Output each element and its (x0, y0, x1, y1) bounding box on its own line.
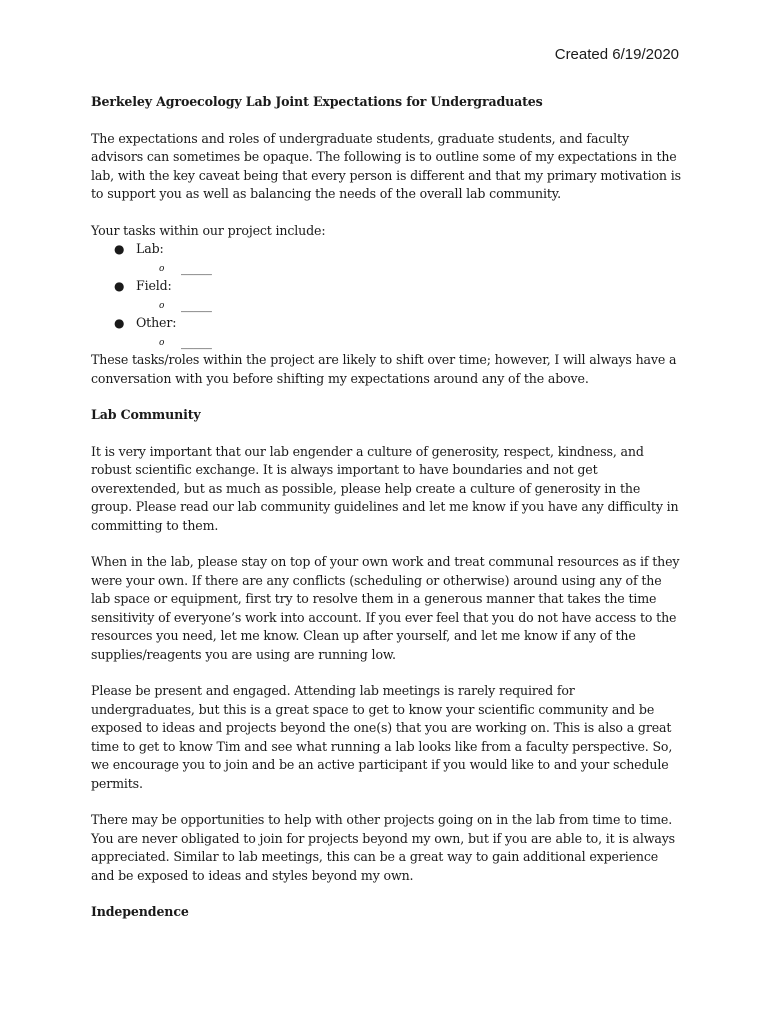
task-label: Other: (136, 315, 177, 330)
task-sub-list (136, 333, 681, 352)
task-label: Lab: (136, 241, 164, 256)
document-body (91, 93, 681, 940)
sub-bullet-icon: o (159, 300, 165, 311)
created-date: Created 6/19/2020 (554, 46, 679, 63)
lab-community-paragraph: There may be opportunities to help with other projects going on in the lab from time to time. You are never obligated to join for projects beyond my own, but if you are able to, it is always appreciated. Similar to lab meetings, this can be a great way to gain additional experience and be exposed to ideas and styles beyond my own. (91, 812, 675, 883)
task-blank: _____ (181, 333, 212, 349)
task-item-other (91, 314, 681, 351)
task-blank: _____ (181, 296, 212, 312)
task-sub-list (136, 296, 681, 315)
task-list (91, 240, 681, 351)
intro-paragraph: The expectations and roles of undergraduate students, graduate students, and faculty advisors can sometimes be opaque. The following is to outline some of my expectations in the lab, with the key caveat being that every person is different and that my primary motivation is to support you as well as balancing the needs of the overall lab community. (91, 130, 681, 201)
task-label: Field: (136, 278, 172, 293)
section-heading-independence: Independence (91, 904, 189, 919)
bullet-icon: ● (114, 316, 125, 330)
task-blank: _____ (181, 259, 212, 275)
task-item-lab (91, 240, 681, 277)
task-sub-item (91, 296, 681, 315)
task-sub-list (136, 259, 681, 278)
tasks-lead: Your tasks within our project include: (91, 222, 326, 238)
bullet-icon: ● (114, 279, 125, 293)
section-heading-lab-community: Lab Community (91, 407, 201, 422)
task-sub-item (91, 333, 681, 352)
task-item-field (91, 277, 681, 314)
bullet-icon: ● (114, 242, 125, 256)
lab-community-paragraph: It is very important that our lab engender a culture of generosity, respect, kindness, and robust scientific exchange. It is always important to have boundaries and not get overextended, but as much as possible, please help create a culture of generosity in the group. Please read our lab community guidelines and let me know if you have any difficulty in committing to them. (91, 443, 679, 533)
lab-community-paragraph: Please be present and engaged. Attending lab meetings is rarely required for undergraduates, but this is a great space to get to know your scientific community and be exposed to ideas and projects beyond the one(s) that you are working on. This is also a great time to get to know Tim and see what running a lab looks like from a faculty perspective. So, we encourage you to join and be an active participant if you would like to and your schedule permits. (91, 683, 673, 791)
shift-paragraph: These tasks/roles within the project are likely to shift over time; however, I will always have a conversation with you before shifting my expectations around any of the above. (91, 352, 677, 386)
document-title: Berkeley Agroecology Lab Joint Expectations for Undergraduates (91, 94, 543, 109)
sub-bullet-icon: o (159, 337, 165, 348)
lab-community-paragraph: When in the lab, please stay on top of your own work and treat communal resources as if they were your own. If there are any conflicts (scheduling or otherwise) around using any of the lab space or equipment, first try to resolve them in a generous manner that takes the time sensitivity of everyone’s work into account. If you ever feel that you do not have access to the resources you need, let me know. Clean up after yourself, and let me know if any of the supplies/reagents you are using are running low. (91, 554, 680, 662)
sub-bullet-icon: o (159, 263, 165, 274)
task-sub-item (91, 259, 681, 278)
